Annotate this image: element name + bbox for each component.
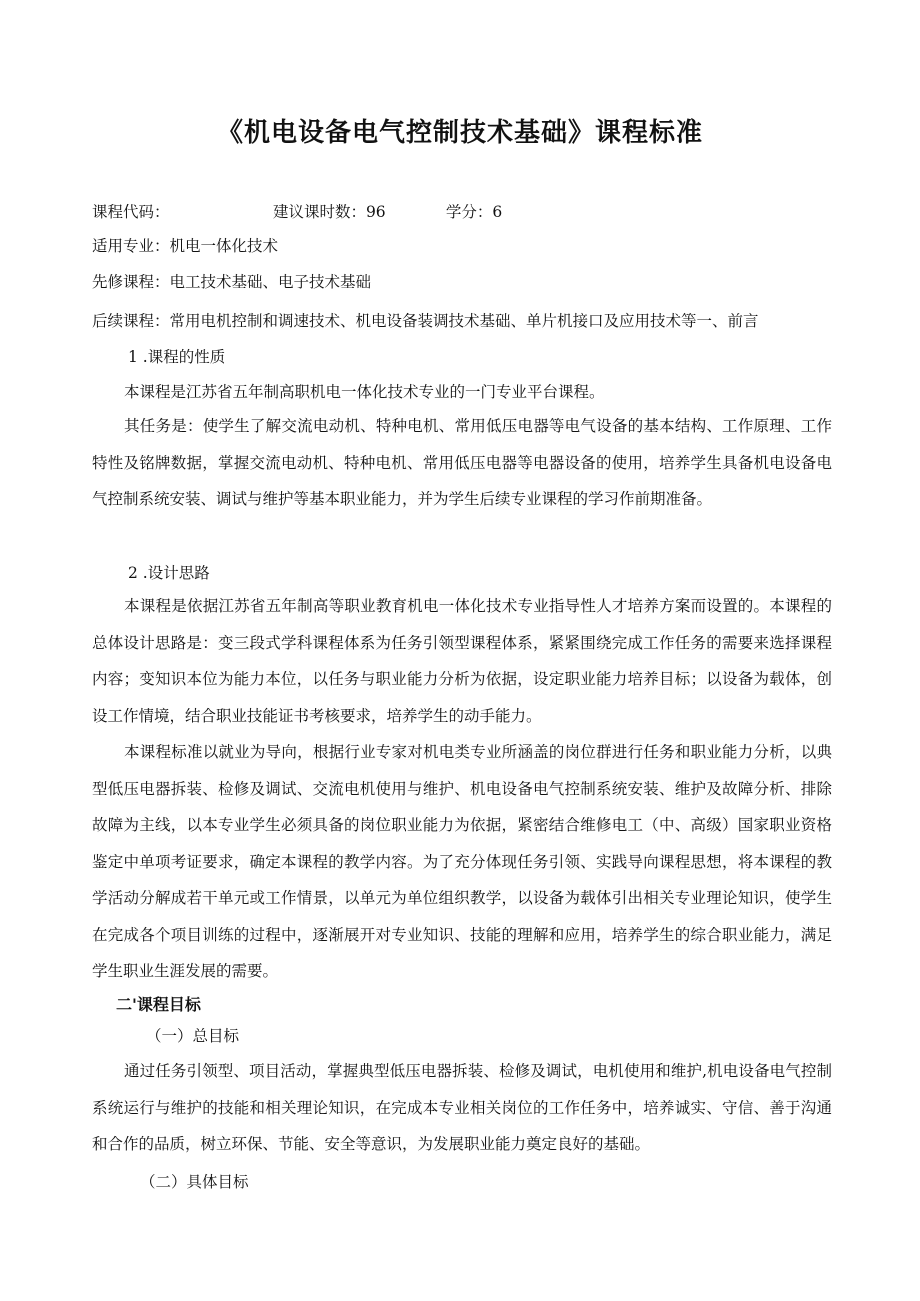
page-title: 《机电设备电气控制技术基础》课程标准 bbox=[216, 118, 703, 148]
section-heading-goals: 二'课程目标 bbox=[116, 995, 201, 1014]
course-hours: 建议课时数：96 bbox=[272, 203, 386, 221]
goal-specific-heading: （二）具体目标 bbox=[140, 1173, 249, 1191]
design-paragraph-2: 本课程标准以就业为导向，根据行业专家对机电类专业所涵盖的岗位群进行任务和职业能力分析，以典型低压电器拆装、检修及调试、交流电机使用与维护、机电设备电气控制系统安装、维护及故障分析、排除故障为主线，以本专业学生必须具备的岗位职业能力为依据，紧密结合维修电工（中、高级）国家职业资格鉴定中单项考证要求，确定本课程的教学内容。为了充分体现任务引领、实践导向课程思想，将本课程的教学活动分解成若干单元或工作情景，以单元为单位组织教学，以设备为载体引出相关专业理论知识，使学生在完成各个项目训练的过程中，逐渐展开对专业知识、技能的理解和应用，培养学生的综合职业能力，满足学生职业生涯发展的需要。 bbox=[92, 743, 832, 980]
applicable-major: 适用专业：机电一体化技术 bbox=[92, 237, 279, 255]
followup-courses: 后续课程：常用电机控制和调速技术、机电设备装调技术基础、单片机接口及应用技术等一、前言 bbox=[92, 312, 759, 330]
design-paragraph-1: 本课程是依据江苏省五年制高等职业教育机电一体化技术专业指导性人才培养方案而设置的。本课程的总体设计思路是：变三段式学科课程体系为任务引领型课程体系，紧紧围绕完成工作任务的需要来选择课程内容；变知识本位为能力本位，以任务与职业能力分析为依据，设定职业能力培养目标；以设备为载体，创设工作情境，结合职业技能证书考核要求，培养学生的动手能力。 bbox=[92, 597, 832, 725]
nature-paragraph-1: 本课程是江苏省五年制高职机电一体化技术专业的一门专业平台课程。 bbox=[124, 383, 605, 401]
nature-paragraph-2: 其任务是：使学生了解交流电动机、特种电机、常用低压电器等电气设备的基本结构、工作原理、工作特性及铭牌数据，掌握交流电动机、特种电机、常用低压电器等电器设备的使用，培养学生具备机电设备电气控制系统安装、调试与维护等基本职业能力，并为学生后续专业课程的学习作前期准备。 bbox=[92, 417, 832, 508]
course-meta-row bbox=[92, 200, 502, 222]
goal-overall-paragraph: 通过任务引领型、项目活动，掌握典型低压电器拆装、检修及调试，电机使用和维护,机电设备电气控制系统运行与维护的技能和相关理论知识，在完成本专业相关岗位的工作任务中，培养诚实、守信、善于沟通和合作的品质，树立环保、节能、安全等意识，为发展职业能力奠定良好的基础。 bbox=[92, 1062, 832, 1153]
prerequisite-courses: 先修课程：电工技术基础、电子技术基础 bbox=[92, 273, 372, 291]
goal-overall-heading: （一）总目标 bbox=[146, 1027, 240, 1045]
section-heading-design: 2 .设计思路 bbox=[128, 564, 210, 582]
section-heading-nature: 1 .课程的性质 bbox=[128, 348, 226, 366]
course-credit: 学分：6 bbox=[445, 203, 503, 221]
course-code-label: 课程代码： bbox=[92, 203, 170, 221]
